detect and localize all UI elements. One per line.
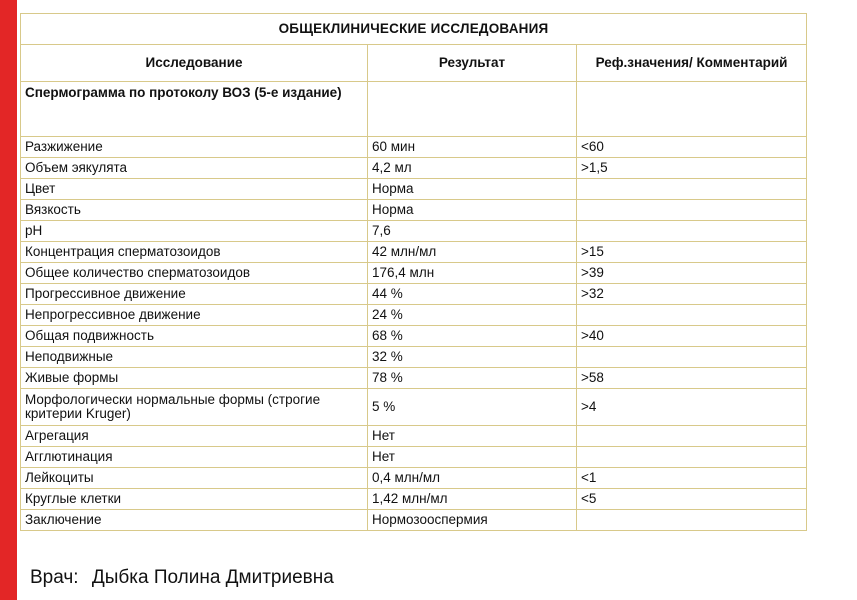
ref-value-cell — [577, 200, 807, 221]
result-cell: 1,42 млн/мл — [368, 489, 577, 510]
ref-value-cell — [577, 426, 807, 447]
test-name-cell: Вязкость — [21, 200, 368, 221]
test-name-cell: Круглые клетки — [21, 489, 368, 510]
result-cell: 5 % — [368, 389, 577, 426]
column-header-test: Исследование — [21, 45, 368, 82]
test-name-cell: Заключение — [21, 510, 368, 531]
column-header-ref: Реф.значения/ Комментарий — [577, 45, 807, 82]
table-row — [21, 489, 807, 510]
result-cell: 68 % — [368, 326, 577, 347]
test-name-cell: Неподвижные — [21, 347, 368, 368]
test-name-cell: pH — [21, 221, 368, 242]
table-row — [21, 284, 807, 305]
test-name-cell: Объем эякулята — [21, 158, 368, 179]
test-name-cell: Разжижение — [21, 137, 368, 158]
doctor-signature-line — [30, 567, 334, 589]
test-name-cell: Агрегация — [21, 426, 368, 447]
ref-value-cell: <1 — [577, 468, 807, 489]
ref-value-cell: >32 — [577, 284, 807, 305]
table-row — [21, 158, 807, 179]
ref-value-cell — [577, 510, 807, 531]
ref-value-cell — [577, 447, 807, 468]
test-name-cell: Прогрессивное движение — [21, 284, 368, 305]
result-cell: 78 % — [368, 368, 577, 389]
table-row — [21, 263, 807, 284]
table-row — [21, 347, 807, 368]
table-row — [21, 305, 807, 326]
red-accent-bar — [0, 0, 17, 600]
result-cell: Нет — [368, 447, 577, 468]
results-table — [20, 13, 807, 531]
table-row — [21, 242, 807, 263]
ref-value-cell — [577, 221, 807, 242]
result-cell: Нормозооспермия — [368, 510, 577, 531]
table-row — [21, 447, 807, 468]
ref-value-cell: >1,5 — [577, 158, 807, 179]
table-row — [21, 179, 807, 200]
test-name-cell: Концентрация сперматозоидов — [21, 242, 368, 263]
result-cell: Норма — [368, 179, 577, 200]
report-title: ОБЩЕКЛИНИЧЕСКИЕ ИССЛЕДОВАНИЯ — [21, 14, 807, 45]
test-name-cell: Морфологически нормальные формы (строгие критерии Kruger) — [21, 389, 368, 426]
table-row — [21, 389, 807, 426]
result-cell: Норма — [368, 200, 577, 221]
result-cell: 60 мин — [368, 137, 577, 158]
table-row — [21, 426, 807, 447]
table-row — [21, 326, 807, 347]
table-row — [21, 368, 807, 389]
result-cell: 4,2 мл — [368, 158, 577, 179]
table-row — [21, 221, 807, 242]
section-row — [21, 82, 807, 137]
test-name-cell: Цвет — [21, 179, 368, 200]
result-cell: Нет — [368, 426, 577, 447]
test-name-cell: Живые формы — [21, 368, 368, 389]
test-name-cell: Общее количество сперматозоидов — [21, 263, 368, 284]
ref-value-cell: <60 — [577, 137, 807, 158]
result-cell: 44 % — [368, 284, 577, 305]
result-cell: 32 % — [368, 347, 577, 368]
result-cell: 42 млн/мл — [368, 242, 577, 263]
column-header-result: Результат — [368, 45, 577, 82]
ref-value-cell: >39 — [577, 263, 807, 284]
result-cell: 7,6 — [368, 221, 577, 242]
result-cell: 24 % — [368, 305, 577, 326]
ref-value-cell — [577, 179, 807, 200]
section-title: Спермограмма по протоколу ВОЗ (5-е издание) — [21, 82, 368, 137]
ref-value-cell: >40 — [577, 326, 807, 347]
table-row — [21, 200, 807, 221]
ref-value-cell: >58 — [577, 368, 807, 389]
doctor-name: Дыбка Полина Дмитриевна — [91, 567, 334, 588]
ref-value-cell: <5 — [577, 489, 807, 510]
section-empty-result — [368, 82, 577, 137]
result-cell: 0,4 млн/мл — [368, 468, 577, 489]
table-row — [21, 510, 807, 531]
table-row — [21, 137, 807, 158]
ref-value-cell — [577, 305, 807, 326]
test-name-cell: Общая подвижность — [21, 326, 368, 347]
ref-value-cell: >15 — [577, 242, 807, 263]
section-empty-ref — [577, 82, 807, 137]
test-name-cell: Непрогрессивное движение — [21, 305, 368, 326]
ref-value-cell: >4 — [577, 389, 807, 426]
test-name-cell: Лейкоциты — [21, 468, 368, 489]
doctor-label: Врач: — [30, 567, 79, 588]
ref-value-cell — [577, 347, 807, 368]
test-name-cell: Агглютинация — [21, 447, 368, 468]
result-cell: 176,4 млн — [368, 263, 577, 284]
table-row — [21, 468, 807, 489]
